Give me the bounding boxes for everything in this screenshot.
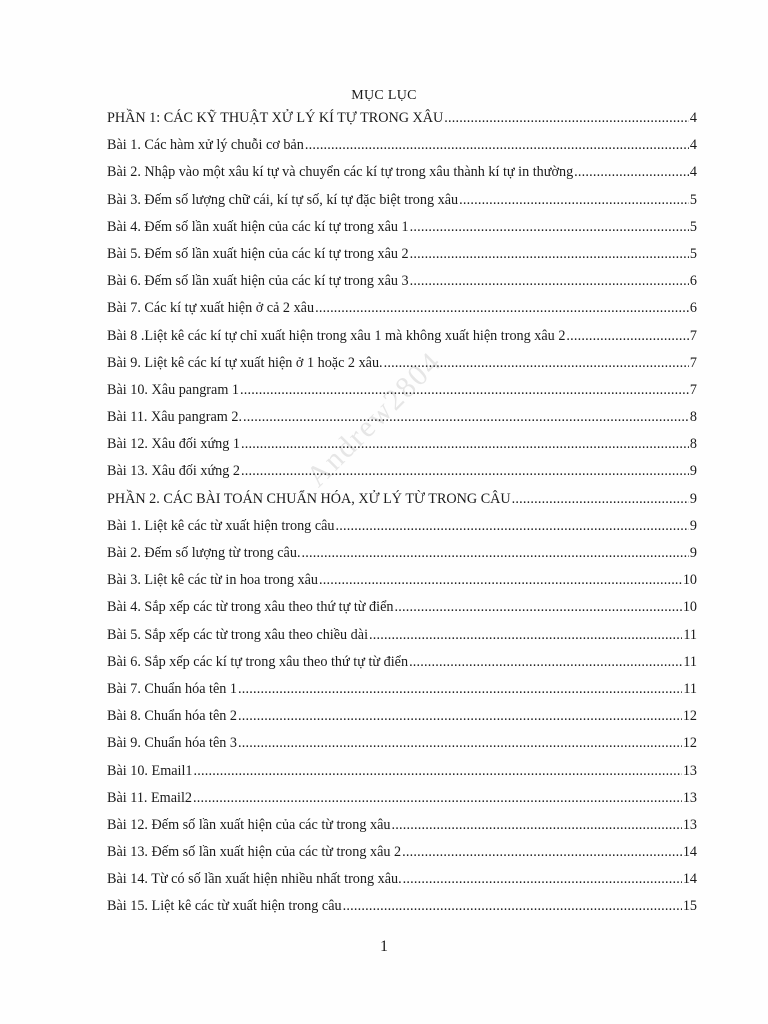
toc-entry[interactable] [107, 461, 697, 488]
toc-entry-label: Bài 14. Từ có số lần xuất hiện nhiều nhất trong xâu. [107, 871, 402, 888]
toc-entry-label: Bài 5. Sắp xếp các từ trong xâu theo chiều dài [107, 626, 369, 643]
toc-entry[interactable] [107, 326, 697, 353]
toc-entry-page: 13 [682, 816, 697, 833]
toc-leader-dots [402, 842, 682, 862]
toc-leader-dots [574, 162, 689, 182]
toc-entry-page: 14 [682, 871, 697, 888]
toc-entry-page: 5 [689, 218, 697, 235]
toc-entry-page: 11 [683, 653, 697, 670]
toc-entry[interactable] [107, 271, 697, 298]
toc-entry-label: Bài 6. Sắp xếp các kí tự trong xâu theo thứ tự từ điển [107, 653, 409, 670]
toc-entry-label: Bài 2. Nhập vào một xâu kí tự và chuyển các kí tự trong xâu thành kí tự in thường [107, 164, 574, 181]
toc-entry[interactable] [107, 489, 697, 516]
toc-entry-label: Bài 8. Chuẩn hóa tên 2 [107, 708, 238, 725]
toc-leader-dots [336, 516, 689, 536]
toc-leader-dots [410, 244, 689, 264]
toc-leader-dots [343, 896, 682, 916]
toc-entry-page: 10 [682, 572, 697, 589]
toc-entry[interactable] [107, 162, 697, 189]
toc-entry-label: Bài 5. Đếm số lần xuất hiện của các kí tự trong xâu 2 [107, 245, 409, 262]
toc-entry-page: 9 [689, 517, 697, 534]
toc-entry-page: 4 [689, 164, 697, 181]
toc-leader-dots [444, 108, 689, 128]
toc-leader-dots [410, 217, 689, 237]
toc-entry-page: 6 [689, 300, 697, 317]
toc-entry-label: Bài 1. Liệt kê các từ xuất hiện trong câu [107, 517, 335, 534]
toc-leader-dots [315, 298, 689, 318]
toc-entry[interactable] [107, 625, 697, 652]
toc-entry-label: Bài 4. Đếm số lần xuất hiện của các kí tự trong xâu 1 [107, 218, 409, 235]
toc-entry[interactable] [107, 597, 697, 624]
toc-entry[interactable] [107, 543, 697, 570]
toc-leader-dots [394, 597, 681, 617]
toc-leader-dots [512, 489, 689, 509]
toc-entry-label: Bài 2. Đếm số lượng từ trong câu. [107, 545, 301, 561]
toc-entry-page: 4 [689, 110, 697, 126]
toc-entry-page: 11 [683, 680, 697, 697]
toc-entry-label: Bài 10. Xâu pangram 1 [107, 381, 239, 398]
toc-entry-label: Bài 1. Các hàm xử lý chuỗi cơ bản [107, 137, 304, 154]
watermark: Andrew2804 [300, 345, 449, 494]
toc-leader-dots [240, 380, 689, 400]
toc-entry-label: Bài 3. Đếm số lượng chữ cái, kí tự số, kí tự đặc biệt trong xâu [107, 191, 459, 208]
toc-entry-page: 5 [689, 245, 697, 262]
toc-leader-dots [238, 733, 682, 753]
toc-entry-page: 7 [689, 381, 697, 398]
toc-entry-page: 9 [689, 545, 697, 561]
toc-leader-dots [194, 761, 682, 781]
toc-entry[interactable] [107, 135, 697, 162]
toc-entry-page: 5 [689, 191, 697, 208]
toc-entry[interactable] [107, 652, 697, 679]
toc-entry-label: Bài 9. Chuẩn hóa tên 3 [107, 735, 238, 752]
toc-entry-label: PHẦN 1: CÁC KỸ THUẬT XỬ LÝ KÍ TỰ TRONG XÂU [107, 110, 444, 126]
toc-leader-dots [241, 434, 689, 454]
toc-leader-dots [238, 706, 682, 726]
toc-title: MỤC LỤC [351, 88, 417, 103]
toc-leader-dots [409, 652, 682, 672]
toc-entry[interactable] [107, 298, 697, 325]
toc-entry[interactable] [107, 516, 697, 543]
toc-entry-label: Bài 11. Email2 [107, 789, 192, 806]
toc-entry[interactable] [107, 788, 697, 815]
toc-entry-label: Bài 10. Email1 [107, 762, 193, 779]
toc-entry-page: 7 [689, 327, 697, 344]
toc-entry[interactable] [107, 896, 697, 923]
toc-entry-page: 11 [683, 626, 697, 643]
toc-entry-label: Bài 13. Đếm số lần xuất hiện của các từ trong xâu 2 [107, 844, 402, 861]
toc-entry-page: 12 [682, 735, 697, 752]
toc-entry-label: Bài 3. Liệt kê các từ in hoa trong xâu [107, 572, 318, 589]
table-of-contents [107, 108, 697, 924]
toc-leader-dots [238, 679, 682, 699]
toc-leader-dots [305, 135, 689, 155]
toc-entry-page: 9 [689, 490, 697, 507]
toc-entry-page: 8 [689, 436, 697, 453]
toc-entry-label: Bài 7. Chuẩn hóa tên 1 [107, 680, 238, 697]
toc-leader-dots [403, 869, 682, 889]
toc-entry[interactable] [107, 217, 697, 244]
toc-leader-dots [369, 625, 682, 645]
toc-entry[interactable] [107, 761, 697, 788]
toc-entry-label: Bài 12. Đếm số lần xuất hiện của các từ trong xâu [107, 816, 391, 833]
toc-entry[interactable] [107, 190, 697, 217]
toc-entry-label: Bài 7. Các kí tự xuất hiện ở cả 2 xâu [107, 300, 315, 317]
toc-leader-dots [566, 326, 688, 346]
toc-leader-dots [410, 271, 689, 291]
toc-entry[interactable] [107, 570, 697, 597]
toc-entry-page: 15 [682, 898, 697, 915]
toc-entry-label: Bài 15. Liệt kê các từ xuất hiện trong câu [107, 898, 342, 915]
toc-entry-page: 13 [682, 789, 697, 806]
toc-entry[interactable] [107, 842, 697, 869]
toc-entry[interactable] [107, 108, 697, 135]
toc-leader-dots [302, 543, 689, 563]
toc-leader-dots [459, 190, 689, 210]
toc-entry-page: 13 [682, 762, 697, 779]
toc-entry[interactable] [107, 869, 697, 896]
toc-leader-dots [391, 815, 681, 835]
toc-entry-page: 7 [689, 354, 697, 371]
toc-entry-page: 12 [682, 708, 697, 725]
toc-entry-page: 14 [682, 844, 697, 861]
toc-leader-dots [319, 570, 682, 590]
toc-entry-label: Bài 9. Liệt kê các kí tự xuất hiện ở 1 hoặc 2 xâu. [107, 354, 383, 371]
toc-entry-label: Bài 4. Sắp xếp các từ trong xâu theo thứ tự từ điển [107, 599, 394, 616]
toc-leader-dots [193, 788, 682, 808]
toc-entry[interactable] [107, 679, 697, 706]
toc-entry-label: Bài 8 .Liệt kê các kí tự chỉ xuất hiện trong xâu 1 mà không xuất hiện trong xâu 2 [107, 327, 566, 344]
toc-leader-dots [243, 407, 689, 427]
toc-entry[interactable] [107, 244, 697, 271]
toc-entry-page: 8 [689, 409, 697, 426]
toc-entry-label: Bài 6. Đếm số lần xuất hiện của các kí tự trong xâu 3 [107, 273, 409, 290]
toc-entry[interactable] [107, 733, 697, 760]
toc-entry-label: PHẦN 2. CÁC BÀI TOÁN CHUẨN HÓA, XỬ LÝ TỪ TRONG CÂU [107, 490, 511, 507]
toc-entry-label: Bài 12. Xâu đối xứng 1 [107, 436, 241, 453]
page-number: 1 [380, 938, 388, 955]
toc-entry-page: 4 [689, 137, 697, 154]
toc-entry-label: Bài 13. Xâu đối xứng 2 [107, 463, 241, 480]
toc-entry-page: 10 [682, 599, 697, 616]
toc-entry-label: Bài 11. Xâu pangram 2. [107, 409, 243, 426]
toc-entry[interactable] [107, 815, 697, 842]
toc-entry-page: 6 [689, 273, 697, 290]
toc-entry[interactable] [107, 434, 697, 461]
toc-entry-page: 9 [689, 463, 697, 480]
toc-entry[interactable] [107, 706, 697, 733]
